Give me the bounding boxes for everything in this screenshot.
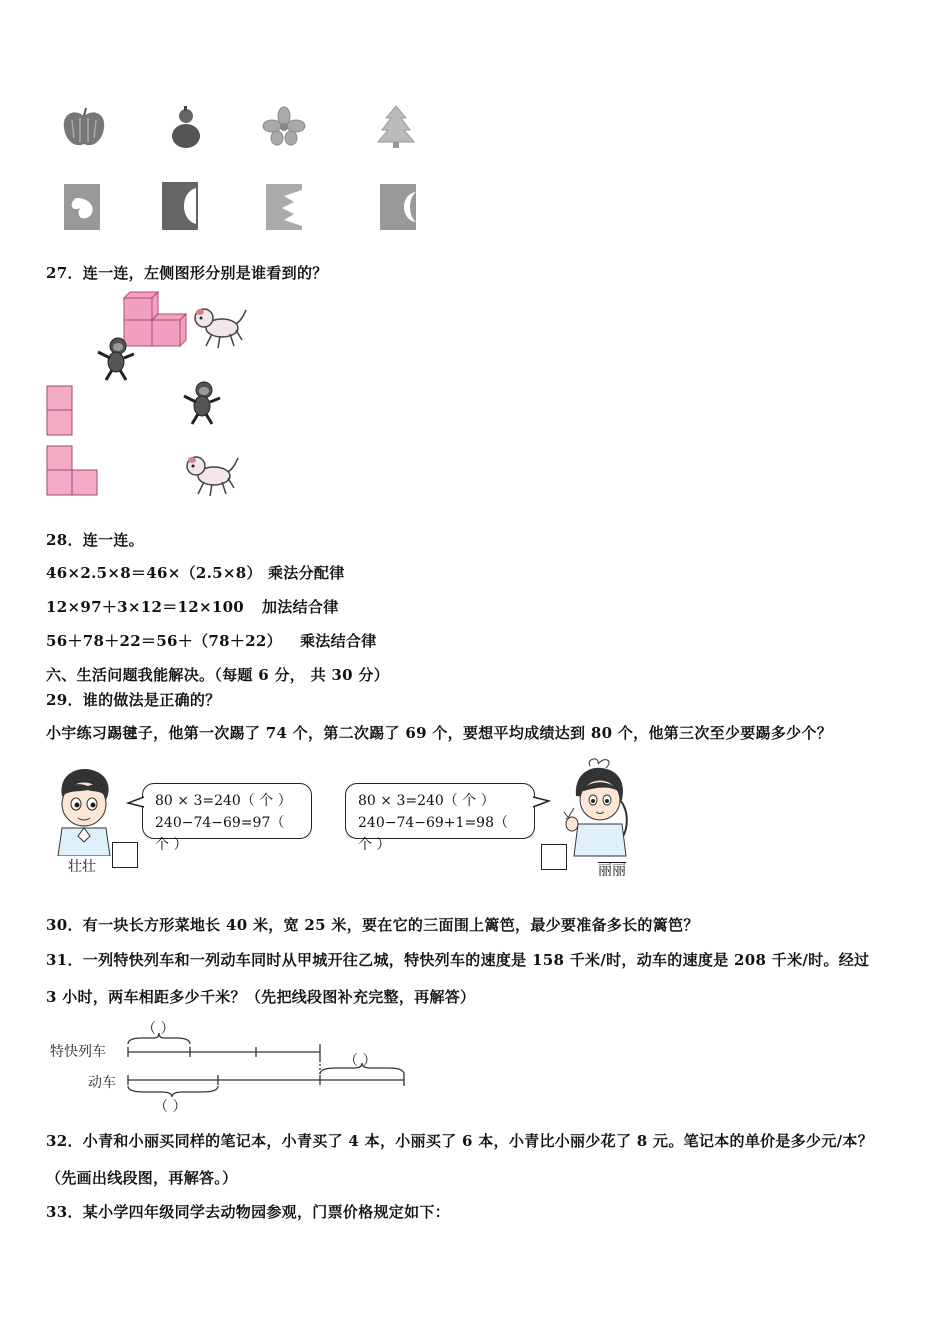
- girl-speech-bubble: [345, 783, 535, 853]
- flower-icon: [262, 106, 306, 146]
- diff-blank[interactable]: （ ）: [344, 1053, 377, 1069]
- line-segment-diagram: [122, 1030, 412, 1100]
- girl-avatar-icon: [560, 756, 640, 860]
- q31-line-1: 31．一列特快列车和一列动车同时从甲城开往乙城，特快列车的速度是 158 千米/时，动车的速度是 208 千米/时。经过: [46, 951, 870, 969]
- side-view-shape-icon: [46, 445, 100, 497]
- girl-name: 丽丽: [598, 863, 626, 879]
- dog-icon: [182, 452, 240, 498]
- girl-bubble-tail: [531, 795, 551, 809]
- q28-law-3: 乘法结合律: [300, 632, 377, 650]
- q28-law-2: 加法结合律: [262, 598, 339, 616]
- q33-text: 33．某小学四年级同学去动物园参观，门票价格规定如下：: [46, 1203, 450, 1221]
- boy-bubble-tail: [126, 795, 146, 809]
- train2-blank[interactable]: （ ）: [154, 1099, 187, 1115]
- cutout-leaf-icon: [62, 182, 102, 232]
- q30-text: 30．有一块长方形菜地长 40 米，宽 25 米，要在它的三面围上篱笆，最少要准备多长的篱笆？: [46, 916, 699, 934]
- boy-answer-box[interactable]: [112, 842, 138, 868]
- boy-speech-bubble: [142, 783, 312, 853]
- girl-calc-line-2: 240−74−69+1=98（ 个 ）: [358, 815, 508, 853]
- cutout-crescent-icon: [378, 182, 418, 232]
- girl-answer-box[interactable]: [541, 844, 567, 870]
- gourd-icon: [166, 104, 206, 150]
- boy-avatar-icon: [48, 766, 120, 856]
- cutout-moon-icon: [160, 180, 200, 232]
- train1-blank[interactable]: （ ）: [142, 1021, 175, 1037]
- monkey-icon: [180, 380, 224, 426]
- monkey-icon: [94, 336, 138, 382]
- q32-line-2: （先画出线段图，再解答。）: [46, 1169, 238, 1187]
- cutout-zigzag-icon: [264, 182, 304, 232]
- q28-expr-2: 12×97＋3×12＝12×100: [46, 598, 245, 616]
- front-view-shape-icon: [46, 385, 74, 437]
- q32-line-1: 32．小青和小丽买同样的笔记本，小青买了 4 本，小丽买了 6 本，小青比小丽少花了 8 元。笔记本的单价是多少元/本？: [46, 1132, 874, 1150]
- q29-title: 29．谁的做法是正确的？: [46, 691, 221, 709]
- q28-law-1: 乘法分配律: [268, 564, 345, 582]
- apple-icon: [60, 106, 108, 150]
- boy-calc-line-1: 80 × 3=240（ 个 ）: [155, 793, 292, 809]
- pine-tree-icon: [376, 104, 416, 150]
- train2-label: 动车: [88, 1075, 116, 1091]
- boy-calc-line-2: 240−74−69=97（ 个 ）: [155, 815, 285, 853]
- q28-expr-1: 46×2.5×8＝46×（2.5×8）: [46, 564, 262, 582]
- train1-label: 特快列车: [50, 1044, 106, 1060]
- q31-line-2: 3 小时，两车相距多少千米？（先把线段图补充完整，再解答）: [46, 988, 476, 1006]
- dog-icon: [190, 304, 248, 350]
- q28-title: 28．连一连。: [46, 531, 144, 549]
- girl-calc-line-1: 80 × 3=240（ 个 ）: [358, 793, 495, 809]
- section-6-title: 六、生活问题我能解决。（每题 6 分， 共 30 分）: [46, 666, 390, 684]
- q28-expr-3: 56＋78＋22＝56＋（78＋22）: [46, 632, 282, 650]
- boy-name: 壮壮: [68, 859, 96, 875]
- q29-problem: 小宇练习踢毽子，他第一次踢了 74 个，第二次踢了 69 个，要想平均成绩达到 80 个，他第三次至少要踢多少个？: [46, 724, 833, 742]
- q27-title: 27．连一连，左侧图形分别是谁看到的？: [46, 264, 328, 282]
